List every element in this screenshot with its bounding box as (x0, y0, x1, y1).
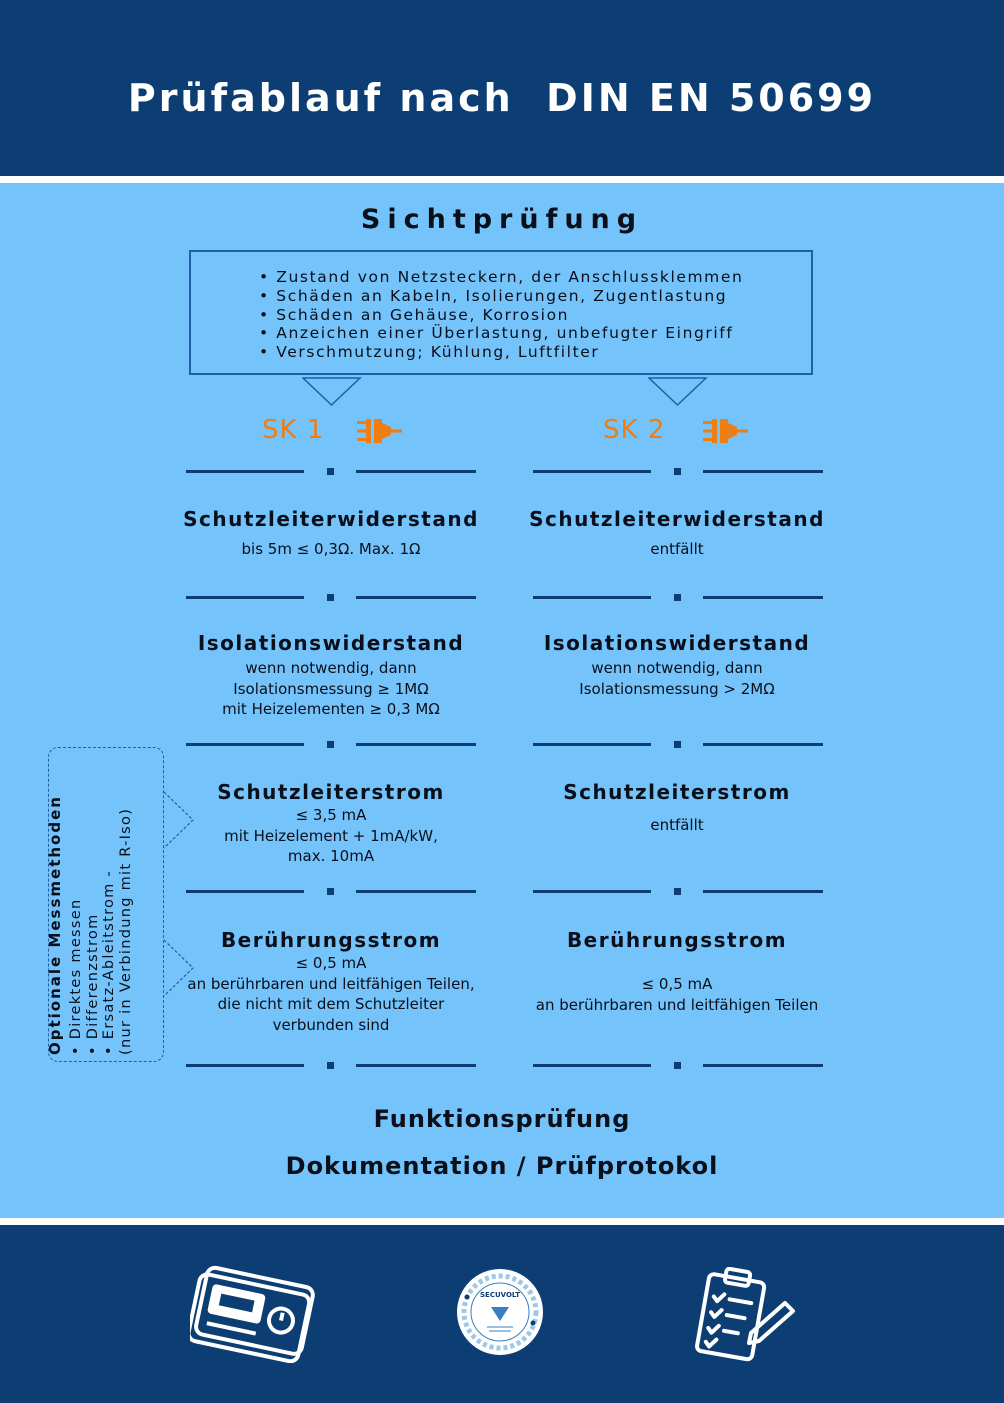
sk1-ground-current (181, 780, 481, 867)
arrow-down-icon-sk1 (302, 377, 362, 407)
section-text: verbunden sind (272, 1015, 390, 1034)
sk2-label: SK 2 (603, 415, 666, 445)
sk1-ground-resistance (181, 507, 481, 560)
visual-inspection-list (259, 268, 743, 362)
clipboard-checklist-icon (693, 1267, 797, 1363)
badge-brand-text: SECUVOLT (480, 1291, 520, 1299)
function-test-title: Funktionsprüfung (373, 1105, 631, 1133)
section-text: max. 10mA (287, 847, 375, 865)
divider (533, 596, 823, 600)
separator-top (0, 176, 1004, 183)
list-item: • Anzeichen einer Überlastung, unbefugter Eingriff (259, 324, 743, 343)
optional-methods-list (68, 755, 134, 1055)
section-text: an berührbaren und leitfähigen Teilen, (187, 974, 475, 993)
list-item: • Verschmutzung; Kühlung, Luftfilter (259, 343, 743, 362)
divider (186, 743, 476, 747)
section-text: ≤ 0,5 mA (295, 954, 367, 972)
connector-arrow-icon (163, 790, 197, 852)
arrow-down-icon-sk2 (648, 377, 708, 407)
secuvolt-badge-icon (455, 1267, 545, 1357)
list-item: • Differenzstrom (85, 755, 102, 1055)
section-title: Schutzleiterstrom (217, 780, 445, 804)
optional-methods-content (46, 755, 166, 1055)
section-title: Schutzleiterwiderstand (529, 507, 825, 531)
tester-device-icon (190, 1263, 320, 1363)
footer-bar (0, 1225, 1004, 1403)
section-title: Isolationswiderstand (197, 631, 465, 655)
sk1-label: SK 1 (262, 415, 325, 445)
list-item: • Schäden an Gehäuse, Korrosion (259, 306, 743, 325)
section-text: Isolationsmessung ≥ 1MΩ (233, 679, 429, 698)
divider (186, 1064, 476, 1068)
section-text: ≤ 3,5 mA (295, 806, 367, 824)
section-text: die nicht mit dem Schutzleiter (217, 995, 445, 1013)
sk2-ground-resistance (527, 507, 827, 560)
list-item: • Schäden an Kabeln, Isolierungen, Zugentlastung (259, 287, 743, 306)
section-text: entfällt (650, 816, 704, 834)
section-text: mit Heizelementen ≥ 0,3 MΩ (222, 700, 440, 718)
section-text: mit Heizelement + 1mA/kW, (224, 826, 438, 845)
list-item: (nur in Verbindung mit R-Iso) (117, 807, 134, 1055)
section-text: entfällt (650, 540, 704, 558)
sk1-insulation (181, 631, 481, 720)
list-item: • Zustand von Netzsteckern, der Anschlussklemmen (259, 268, 743, 287)
header-bar (0, 0, 1004, 176)
visual-inspection-box (189, 250, 813, 375)
list-item: • Direktes messen (68, 755, 85, 1055)
divider (186, 596, 476, 600)
section-text: wenn notwendig, dann (245, 659, 417, 677)
connector-arrow-icon (163, 938, 197, 1000)
sk1-touch-current (181, 928, 481, 1035)
separator-bottom (0, 1218, 1004, 1225)
section-text: bis 5m ≤ 0,3Ω. Max. 1Ω (241, 540, 421, 558)
section-text: an berührbaren und leitfähigen Teilen (535, 995, 819, 1014)
page-title: Prüfablauf nach DIN EN 50699 (127, 76, 877, 120)
sk2-ground-current (527, 780, 827, 836)
divider (533, 1064, 823, 1068)
list-item: • Ersatz-Ableitstrom - (101, 755, 118, 1055)
optional-methods-title: Optionale Messmethoden (46, 795, 64, 1055)
visual-inspection-title: Sichtprüfung (360, 204, 644, 235)
section-text: ≤ 0,5 mA (641, 975, 713, 993)
divider (533, 470, 823, 474)
section-title: Berührungsstrom (566, 928, 788, 952)
divider (186, 890, 476, 894)
section-title: Isolationswiderstand (543, 631, 811, 655)
section-title: Schutzleiterstrom (563, 780, 791, 804)
sk2-insulation (527, 631, 827, 699)
divider (533, 743, 823, 747)
section-title: Schutzleiterwiderstand (183, 507, 479, 531)
divider (186, 470, 476, 474)
plug-icon-sk2 (703, 418, 749, 444)
section-text: wenn notwendig, dann (591, 659, 763, 677)
divider (533, 890, 823, 894)
documentation-title: Dokumentation / Prüfprotokol (285, 1152, 719, 1180)
sk2-touch-current (527, 928, 827, 1015)
plug-icon-sk1 (357, 418, 403, 444)
section-title: Berührungsstrom (220, 928, 442, 952)
section-text: Isolationsmessung > 2MΩ (579, 679, 775, 698)
